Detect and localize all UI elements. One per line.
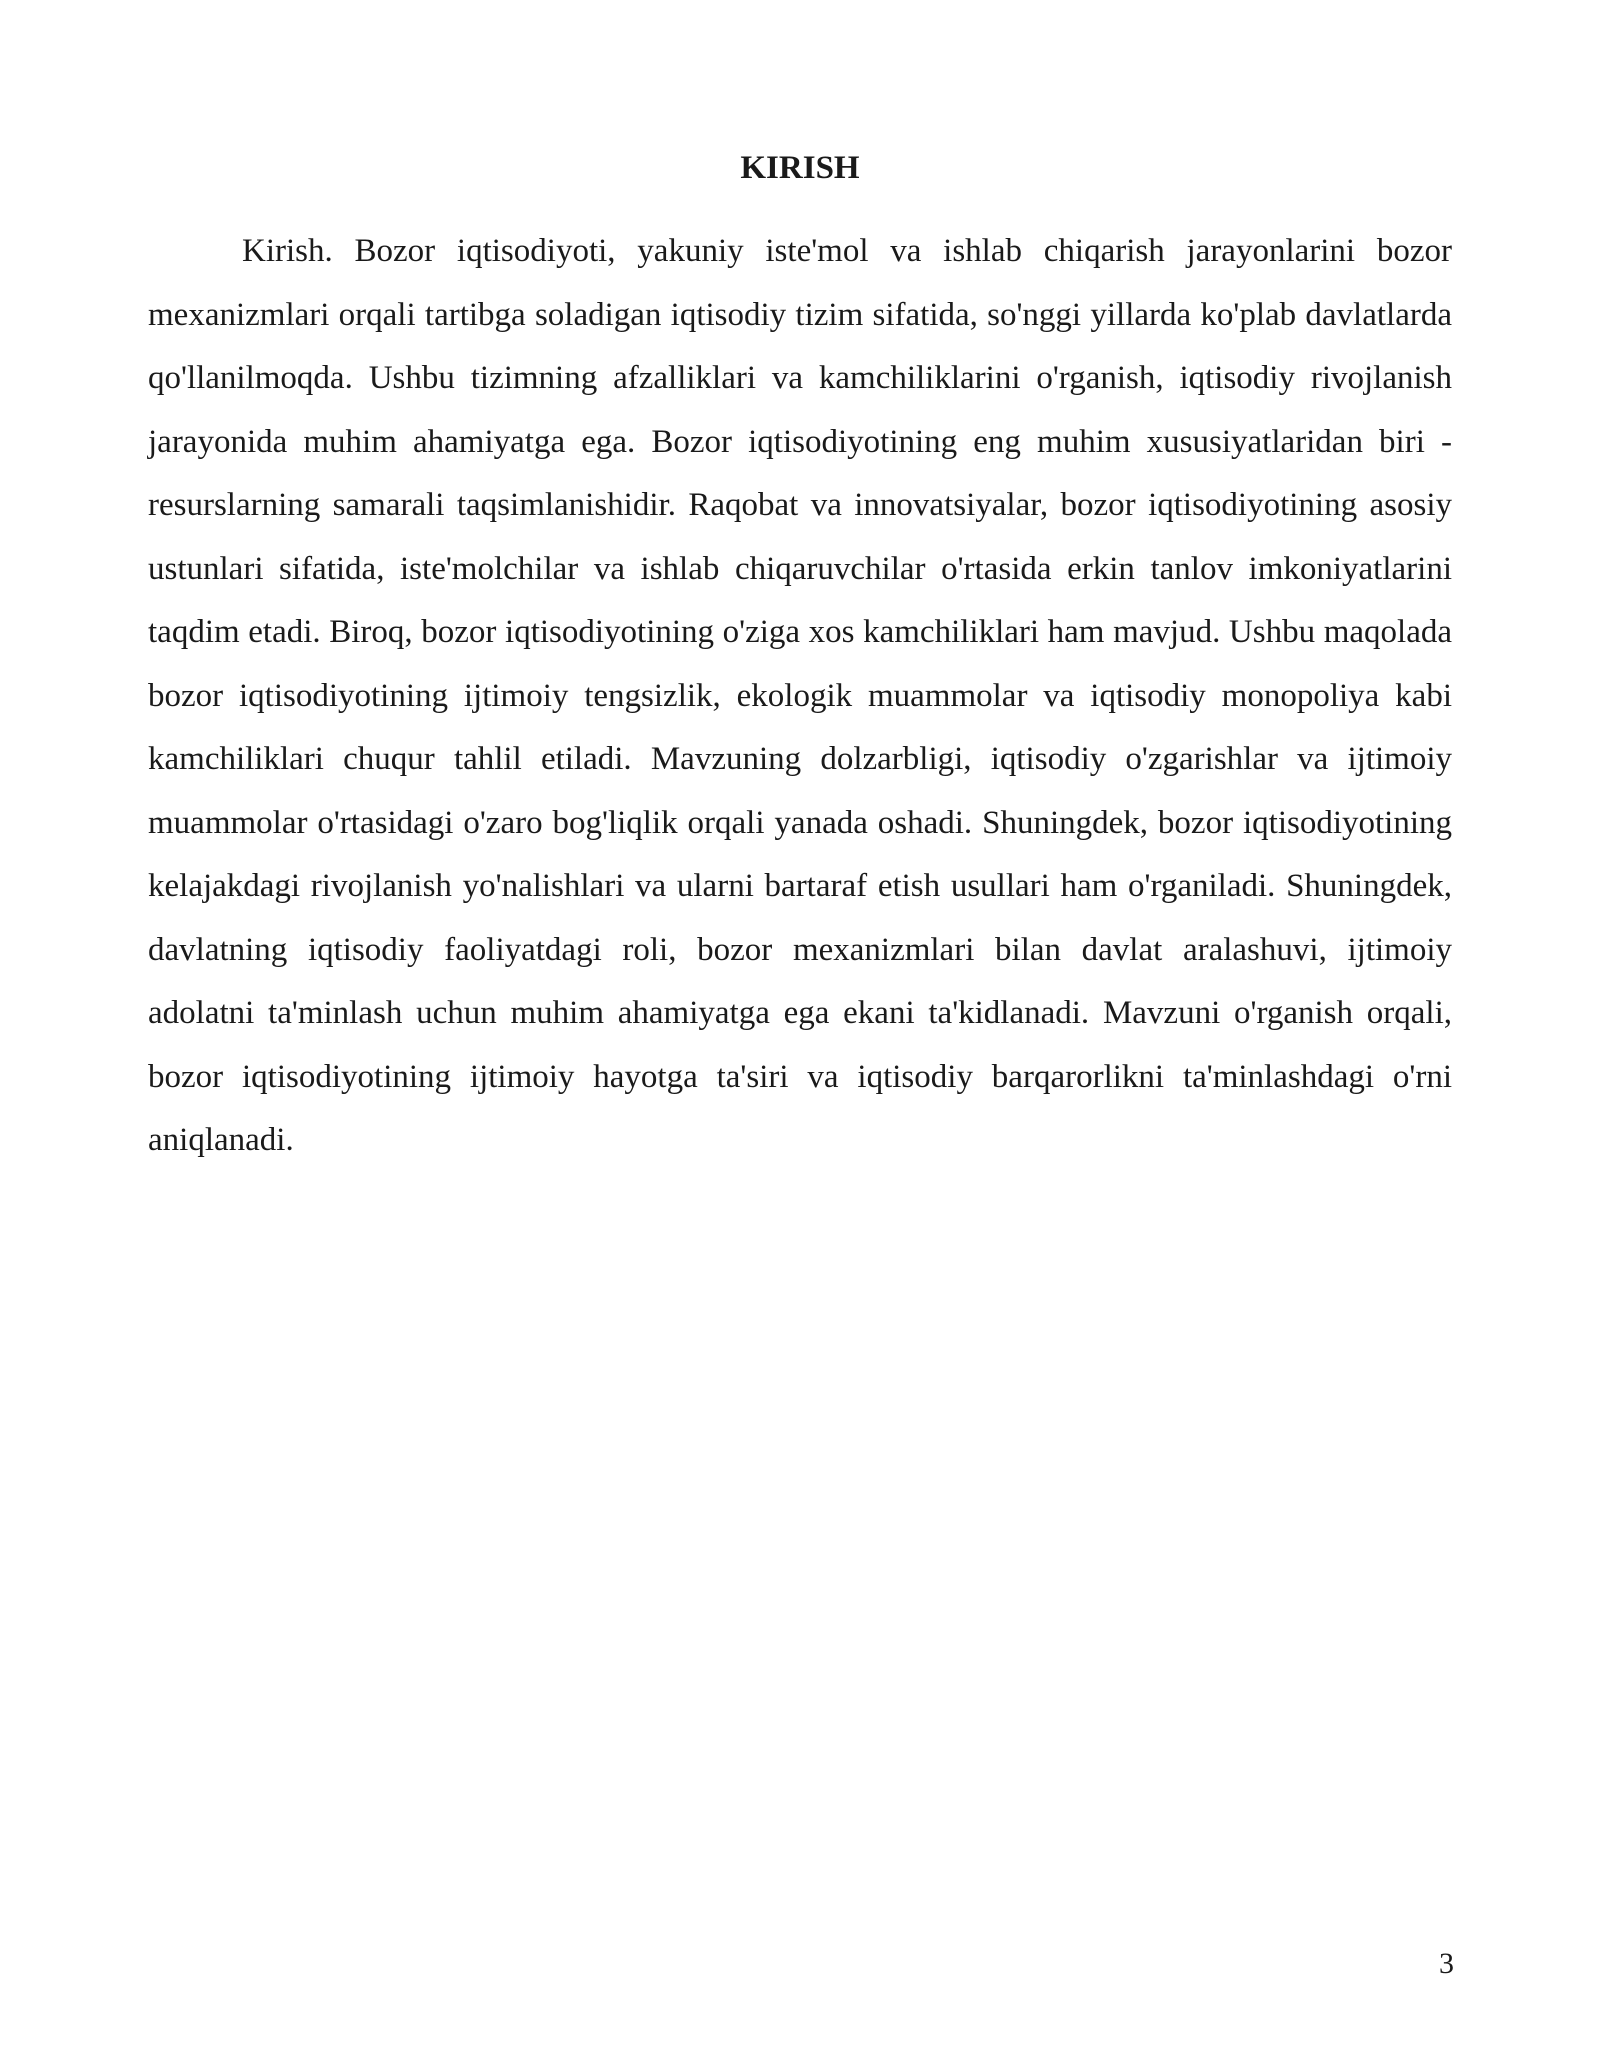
section-heading: KIRISH [740, 150, 860, 186]
page-number: 3 [1439, 1947, 1454, 1980]
body-paragraph: Kirish. Bozor iqtisodiyoti, yakuniy iste'mol va ishlab chiqarish jarayonlarini bozor mexanizmlari orqali tartibga soladigan iqtisodiy tizim sifatida, so'nggi yillarda ko'plab davlatlarda qo'llanilmoqda. Ushbu tizimning afzalliklari va kamchiliklarini o'rganish, iqtisodiy rivojlanish jarayonida muhim ahamiyatga ega. Bozor iqtisodiyotining eng muhim xususiyatlaridan biri - resurslarning samarali taqsimlanishidir. Raqobat va innovatsiyalar, bozor iqtisodiyotining asosiy ustunlari sifatida, iste'molchilar va ishlab chiqaruvchilar o'rtasida erkin tanlov imkoniyatlarini taqdim etadi. Biroq, bozor iqtisodiyotining o'ziga xos kamchiliklari ham mavjud. Ushbu maqolada bozor iqtisodiyotining ijtimoiy tengsizlik, ekologik muammolar va iqtisodiy monopoliya kabi kamchiliklari chuqur tahlil etiladi. Mavzuning dolzarbligi, iqtisodiy o'zgarishlar va ijtimoiy muammolar o'rtasidagi o'zaro bog'liqlik orqali yanada oshadi. Shuningdek, bozor iqtisodiyotining kelajakdagi rivojlanish yo'nalishlari va ularni bartaraf etish usullari ham o'rganiladi. Shuningdek, davlatning iqtisodiy faoliyatdagi roli, bozor mexanizmlari bilan davlat aralashuvi, ijtimoiy adolatni ta'minlash uchun muhim ahamiyatga ega ekani ta'kidlanadi. Mavzuni o'rganish orqali, bozor iqtisodiyotining ijtimoiy hayotga ta'siri va iqtisodiy barqarorlikni ta'minlashdagi o'rni aniqlanadi. [148, 233, 1452, 1158]
